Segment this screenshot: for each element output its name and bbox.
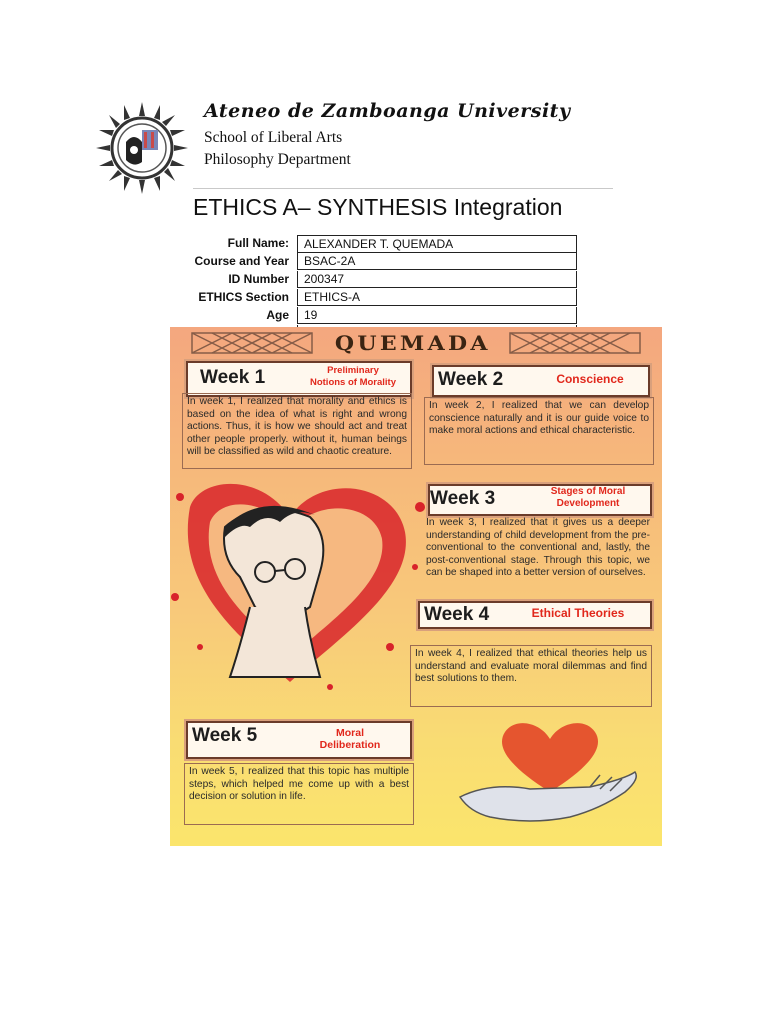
info-value: ALEXANDER T. QUEMADA bbox=[297, 235, 577, 253]
info-row-full-name bbox=[193, 235, 583, 253]
department-name: Philosophy Department bbox=[204, 151, 351, 168]
info-row-id bbox=[193, 271, 583, 289]
week-3-label: Week 3 bbox=[430, 488, 496, 509]
university-name: Ateneo de Zamboanga University bbox=[204, 100, 571, 122]
week-4-topic: Ethical Theories bbox=[531, 606, 625, 620]
info-label: Age bbox=[266, 308, 289, 322]
week-5-label: Week 5 bbox=[192, 725, 258, 746]
poster-title: QUEMADA bbox=[334, 331, 491, 355]
week-4-text: In week 4, I realized that ethical theories help us understand and evaluate moral dilemmas and find best solutions to them. bbox=[410, 645, 652, 707]
document-title: ETHICS A– SYNTHESIS Integration bbox=[193, 194, 563, 220]
info-label: ETHICS Section bbox=[198, 290, 289, 304]
week-2-text: In week 2, I realized that we can develop conscience naturally and it is our guide voice to make moral actions and ethical characteristic. bbox=[424, 397, 654, 465]
info-value: BSAC-2A bbox=[297, 253, 577, 270]
week-3-topic: Stages of Moral Development bbox=[550, 486, 626, 509]
week-1-label: Week 1 bbox=[200, 367, 266, 388]
week-2-label: Week 2 bbox=[438, 369, 504, 390]
header-divider bbox=[193, 188, 613, 189]
week-1-topic: Preliminary Notions of Morality bbox=[309, 365, 397, 388]
info-label: Course and Year bbox=[194, 254, 289, 268]
info-value: 200347 bbox=[297, 271, 577, 288]
info-label: ID Number bbox=[228, 272, 289, 286]
week-1-text: In week 1, I realized that morality and ethics is based on the idea of what is right and wrong actions. Thus, it is how we should act and treat other people properly. without it, human beings will be classified as wild and chaotic creature. bbox=[182, 393, 412, 469]
university-seal-icon bbox=[96, 102, 188, 194]
week-4-label: Week 4 bbox=[424, 604, 490, 625]
week-2-topic: Conscience bbox=[556, 372, 624, 386]
heart-splatter-portrait bbox=[170, 477, 430, 697]
info-value: 19 bbox=[297, 307, 577, 324]
synthesis-poster bbox=[170, 327, 662, 846]
week-3-text: In week 3, I realized that it gives us a deeper understanding of child development from the pre-conventional to the conventional and, lastly, the post-conventional stage. Through this topic, we can be shaped into a better version of ourselves. bbox=[426, 517, 650, 578]
heart-in-hand-illustration bbox=[450, 717, 650, 837]
week-5-topic: Moral Deliberation bbox=[319, 727, 381, 751]
info-row-course bbox=[193, 253, 583, 271]
info-value: ETHICS-A bbox=[297, 289, 577, 306]
info-row-section bbox=[193, 289, 583, 307]
week-5-text: In week 5, I realized that this topic has multiple steps, which helped me come up with a best decision or solution in life. bbox=[184, 763, 414, 825]
info-label: Full Name: bbox=[227, 236, 289, 250]
info-row-age bbox=[193, 307, 583, 325]
school-name: School of Liberal Arts bbox=[204, 129, 343, 146]
